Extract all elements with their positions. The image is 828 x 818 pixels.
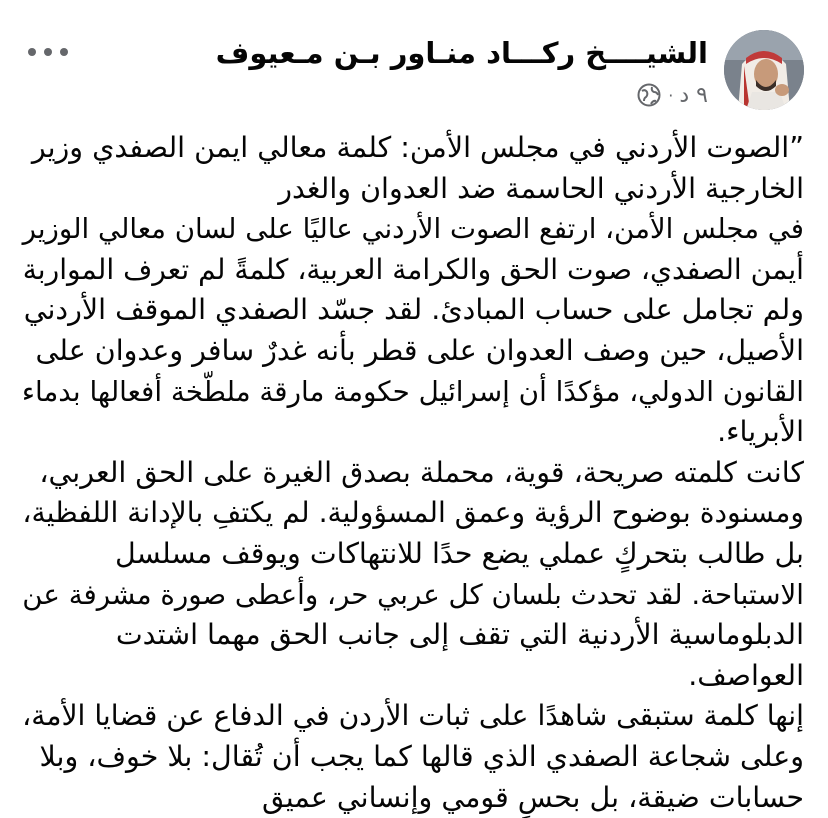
post-text-line: حسابات ضيقة، بل بحسٍ قومي وإنساني عميق (22, 778, 804, 818)
more-dots-icon (60, 48, 68, 56)
post-text-line: العواصف. (22, 656, 804, 697)
post-text-line: ”الصوت الأردني في مجلس الأمن: كلمة معالي ايمن الصفدي وزير (22, 128, 804, 169)
post-meta (636, 82, 708, 108)
meta-separator: · (668, 86, 673, 105)
post-text-line: وعلى شجاعة الصفدي الذي قالها كما يجب أن تُقال: بلا خوف، وبلا (22, 737, 804, 778)
post-text-line: في مجلس الأمن، ارتفع الصوت الأردني عاليًا على لسان معالي الوزير (22, 209, 804, 250)
post-text-line: الدبلوماسية الأردنية التي تقف إلى جانب الحق مهما اشتدت (22, 615, 804, 656)
post-timestamp[interactable]: ٩ د (679, 83, 708, 108)
post-text-line: أيمن الصفدي، صوت الحق والكرامة العربية، كلمةً لم تعرف المواربة (22, 250, 804, 291)
post-text-line: ولم تجامل على حساب المبادئ. لقد جسّد الصفدي الموقف الأردني (22, 290, 804, 331)
post-text-line: الأصيل، حين وصف العدوان على قطر بأنه غدرٌ سافر وعدوان على (22, 331, 804, 372)
post-text-line: بل طالب بتحركٍ عملي يضع حدًا للانتهاكات ويوقف مسلسل (22, 534, 804, 575)
post-text-line: القانون الدولي، مؤكدًا أن إسرائيل حكومة مارقة ملطّخة أفعالها بدماء (22, 372, 804, 413)
globe-icon[interactable] (636, 82, 662, 108)
post-text-line: إنها كلمة ستبقى شاهدًا على ثبات الأردن في الدفاع عن قضايا الأمة، (22, 696, 804, 737)
post-text-line: الاستباحة. لقد تحدث بلسان كل عربي حر، وأعطى صورة مشرفة عن (22, 575, 804, 616)
more-dots-icon (28, 48, 36, 56)
post-text-line: الخارجية الأردني الحاسمة ضد العدوان والغدر (22, 169, 804, 210)
post-text-line: ومسنودة بوضوح الرؤية وعمق المسؤولية. لم يكتفِ بالإدانة اللفظية، (22, 493, 804, 534)
post-text-line: كانت كلمته صريحة، قوية، محملة بصدق الغيرة على الحق العربي، (22, 453, 804, 494)
post-body (22, 128, 804, 818)
more-dots-icon (44, 48, 52, 56)
avatar-image (724, 30, 804, 110)
author-avatar[interactable] (724, 30, 804, 110)
post-text-line: الأبرياء. (22, 412, 804, 453)
more-options-button[interactable] (28, 40, 68, 64)
author-name[interactable]: الشيــــخ ركـــاد منـاور بـن مـعيوف (216, 36, 708, 70)
